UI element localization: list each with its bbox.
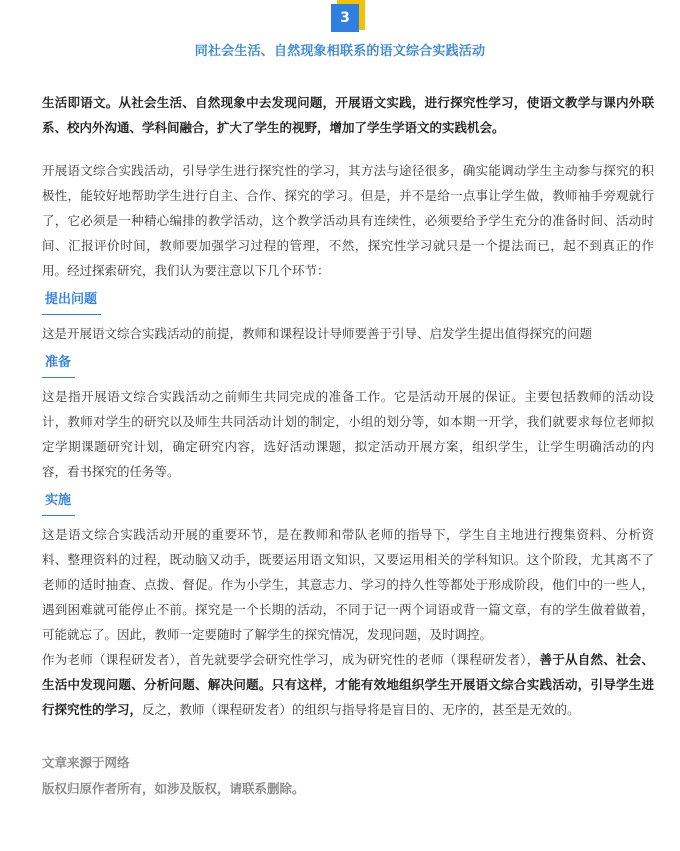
closing-text-1: 作为老师（课程研发者），首先就要学会研究性学习，成为研究性的老师（课程研发者），: [42, 652, 540, 667]
footer: [42, 750, 654, 802]
heading-preparation: 准备: [42, 352, 75, 378]
article-body: [42, 90, 654, 802]
closing-paragraph: [42, 647, 654, 722]
closing-text-2: 反之，教师（课程研发者）的组织与指导将是盲目的、无序的，甚至是无效的。: [142, 702, 580, 717]
copyright-note: 版权归原作者所有，如涉及版权，请联系删除。: [42, 781, 305, 796]
article-title: 同社会生活、自然现象相联系的语文综合实践活动: [194, 44, 486, 59]
heading-implementation: 实施: [42, 490, 75, 516]
section-text-raise-questions: 这是开展语文综合实践活动的前提，教师和课程设计导师要善于引导、启发学生提出值得探究的问题: [42, 326, 593, 341]
source-note: 文章来源于网络: [42, 755, 130, 770]
section-text-preparation: 这是指开展语文综合实践活动之前师生共同完成的准备工作。它是活动开展的保证。主要包括教师的活动设计，教师对学生的研究以及师生共同活动计划的制定，小组的划分等，如本期一开学，我们就要求每位老师拟定学期课题研究计划，确定研究内容，选好活动课题，拟定活动开展方案，组织学生，让学生明确活动的内容，看书探究的任务等。: [42, 389, 654, 479]
section-text-implementation: 这是语文综合实践活动开展的重要环节，是在教师和带队老师的指导下，学生自主地进行搜集资料、分析资料、整理资料的过程，既动脑又动手，既要运用语文知识，又要运用相关的学科知识。这个阶段，尤其离不了老师的适时抽查、点拨、督促。作为小学生，其意志力、学习的持久性等都处于形成阶段，他们中的一些人，遇到困难就可能停止不前。探究是一个长期的活动，不同于记一两个词语或背一篇文章，有的学生做着做着，可能就忘了。因此，教师一定要随时了解学生的探究情况，发现问题，及时调控。: [42, 527, 654, 642]
intro-paragraph: 开展语文综合实践活动，引导学生进行探究性的学习，其方法与途径很多，确实能调动学生主动参与探究的积极性，能较好地帮助学生进行自主、合作、探究的学习。但是，并不是给一点事让学生做，教师袖手旁观就行了，它必须是一种精心编排的教学活动，这个教学活动具有连续性，必须要给予学生充分的准备时间、活动时间、汇报评价时间，教师要加强学习过程的管理，不然，探究性学习就只是一个提法而已，起不到真正的作用。经过探索研究，我们认为要注意以下几个环节：: [42, 163, 654, 278]
badge-number: 3: [331, 4, 359, 32]
lead-paragraph: 生活即语文。从社会生活、自然现象中去发现问题，开展语文实践，进行探究性学习，使语文教学与课内外联系、校内外沟通、学科间融合，扩大了学生的视野，增加了学生学语文的实践机会。: [42, 95, 654, 135]
closing-emphasis: 善于从自然、社会、生活中发现问题、分析问题、解决问题。只有这样，才能有效地组织学生开展语文综合实践活动，引导学生进行探究性的学习，: [42, 652, 654, 717]
section-number-badge: [331, 2, 365, 32]
heading-raise-questions: 提出问题: [42, 289, 101, 315]
